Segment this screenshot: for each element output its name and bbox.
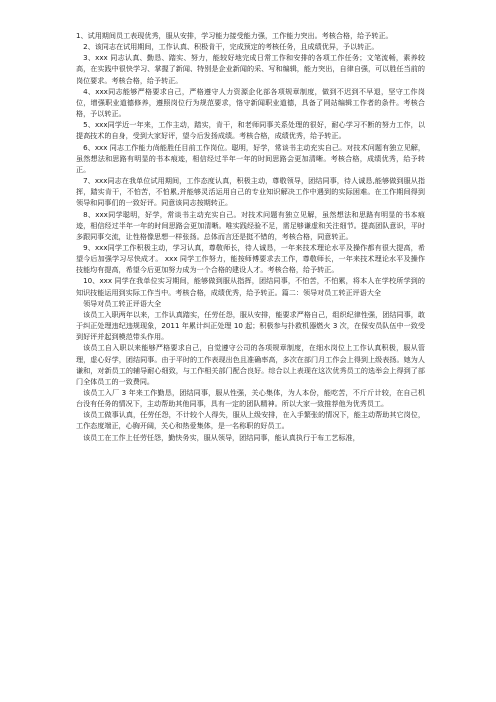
paragraph-2: 2、该同志在试用期间，工作认真、积极肯干，完成预定的考核任务，且成绩优异，予以转正。 — [83, 42, 379, 52]
section-title: 领导对员工转正评语大全 — [83, 298, 162, 308]
paragraph-10: 10、xxx 同学在我单位实习期间，能够做到服从指挥，团结同事，不怕苦，不怕累，将本人在学校所学到的知识技能运用到实际工作当中。考核合格，成绩优秀，给予转正。篇二：领导对员工转正评语大全 — [76, 276, 425, 297]
paragraph-16: 该员工在工作上任劳任怨，勤快务实，服从领导，团结同事，能认真执行于布工艺标准， — [83, 432, 360, 442]
paragraph-13: 该员工自入职以来能够严格要求自己，自觉遵守公司的各项规章制度，在细水岗位上工作认真积极，服从管理，虚心好学，团结同事。由于平时的工作表现出色且准确率高，多次在部门月工作会上得到上级表扬。她为人谦和，对新员工的辅导耐心细致，与工作相关部门配合良好。综合以上表现在这次优秀员工的选举会上得到了部门全体员工的一致费同。 — [76, 343, 425, 386]
paragraph-12: 该员工入职两年以来，工作认真踏实，任劳任怨，服从安排，能要求严格自己，组织纪律性强，团结同事，敢于纠正处理违纪违规现象，2011 年累计纠正处理 10 起；积极参与扑救机器燃火 3 次，在保安员队伍中一致受到好评并起到模范带头作用。 — [76, 309, 425, 342]
paragraph-4: 4、xxx同志能够严格要求自己，严格遵守人力资源企化部各项规章制度，做到不迟到不早退，坚守工作岗位，增强职业道德修养，遵照岗位行为规范要求，恪守新闻职业道德，具备了网站编辑工作者的条件。考核合格，予以转正。 — [76, 86, 425, 119]
paragraph-1: 1、试用期间员工表现优秀，服从安排，学习能力接受能力强，工作能力突出。考核合格，给予转正。 — [76, 31, 393, 40]
paragraph-15: 该员工做事认真，任劳任怨，不计较个人得失，服从上级安排，在入手繁张的情况下，能主动帮助其它岗位，工作态度端正，心胸开阔，关心和热爱集体，是一名称职的好员工。 — [76, 410, 425, 431]
paragraph-8: 8、xxx同学聪明，好学，常谈书主动充实自己。对技术问题有独立见解，虽然想法和思路有明显的书本痕迹，相信经过半年一年的时间思路会更加清晰。唯实践经验不足，需足够谦虚和关注细节。提高团队意识，平时多跟同事交流，让性格像思想一样张扬。总体而言还是挺不错的，考核合格，同意转正。 — [76, 209, 425, 241]
paragraph-14: 该员工入厂 3 年来工作勤恳，团结同事，服从性强，关心集体，为人本份，能吃苦，不斤斤计较，在自己机台没有任务的情况下，主动帮助其他同事，具有一定的团队精神。所以大家一致推荐他为优秀员工。 — [76, 388, 425, 409]
paragraph-6: 6、xxx 同志工作能力尚能胜任目前工作岗位。聪明，好学，常谈书主动充实自己。对技术问题有独立见解，虽然想法和思路有明显的书本痕迹，相信经过半年一年的时间思路会更加清晰。考核合格，成绩优秀，给予转正。 — [76, 142, 425, 174]
paragraph-5: 5、xxx同学近一年来，工作主动，踏实，肯干，和老师同事关系处理的很好，耐心学习不断的努力工作，以提高技术的自身，受到大家好评，望今后发扬成绩。考核合格，成绩优秀，给予转正。 — [76, 120, 425, 141]
paragraph-7: 7、xxx同志在我单位试用期间，工作态度认真，积极主动，尊敬领导，团结同事，待人诚恳,能够做到服从指挥，踏实肯干，不怕苦，不怕累,并能够灵活运用自己的专业知识解决工作中遇到的实际困难。在工作期间得到领导和同事们的一致好评。同意该同志按期转正。 — [76, 176, 425, 208]
paragraph-3: 3、xxx 同志认真、勤恳、踏实、努力，能较好地完成日常工作和安排的各项工作任务；文笔流畅，素养较高，在实践中很快学习、掌握了新闻、特别是企业新闻的采、写和编辑，能力突出，自律自强，可以胜任当前的岗位要求。考核合格，给予转正。 — [76, 53, 425, 85]
paragraph-9: 9、xxx同学工作积极主动，学习认真，尊敬师长，待人诚恳，一年来技术理论水平及操作都有很大提高，希望今后加强学习尽快成才。 xxx 同学工作努力，能按师傅要求去工作，尊敬师长，一年来技术理论水平及操作技能均有提高，希望今后更加努力成为一个合格的建设人才。考核合格，给予转正。 — [76, 242, 425, 275]
document-page — [76, 30, 425, 443]
